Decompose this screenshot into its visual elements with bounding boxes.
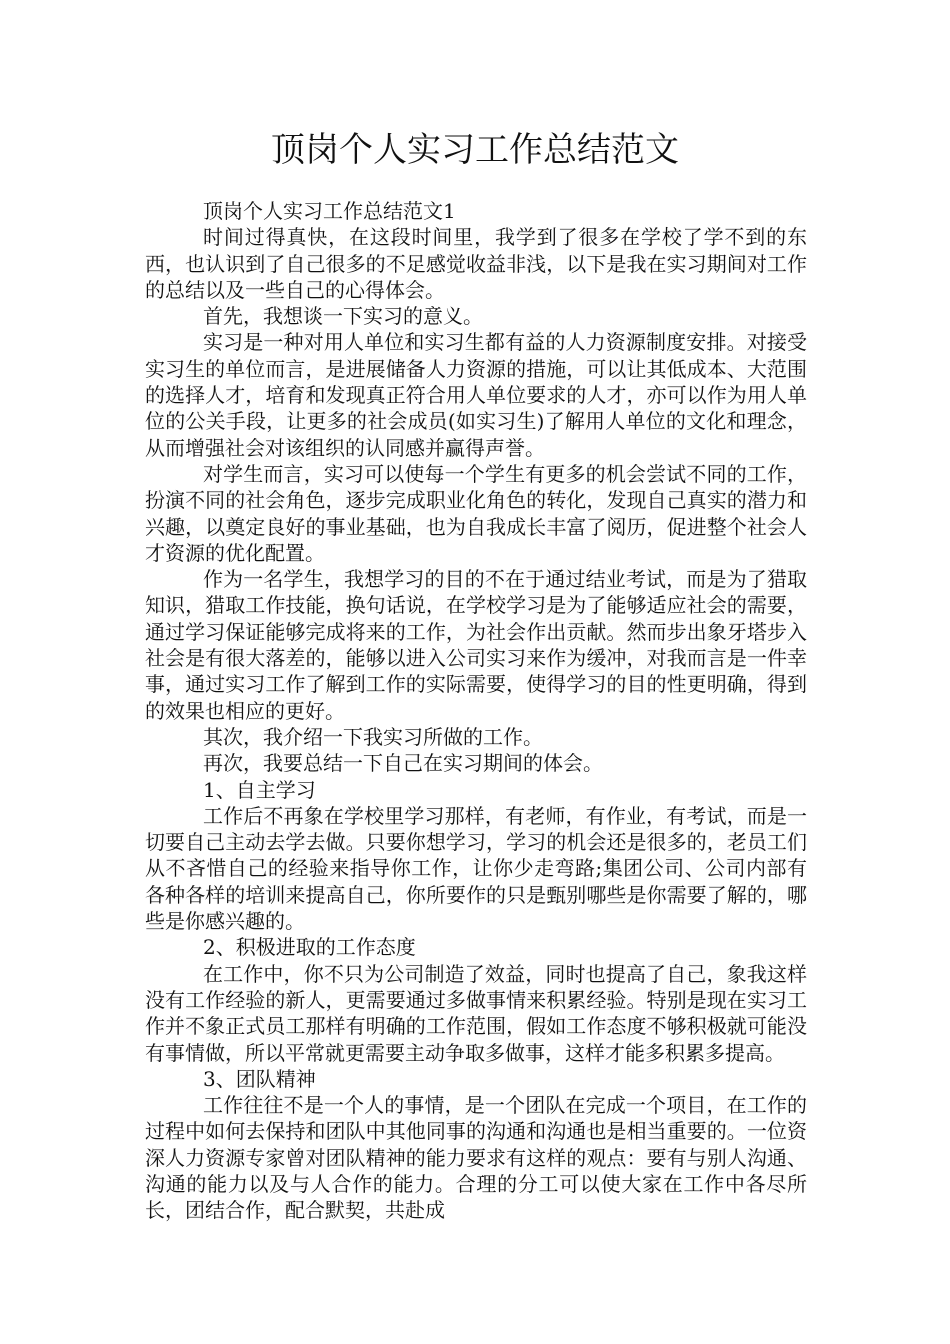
document-title: 顶岗个人实习工作总结范文	[271, 130, 679, 170]
heading-team-spirit: 3、团队精神	[203, 1066, 316, 1091]
heading-work-attitude: 2、积极进取的工作态度	[203, 935, 416, 960]
paragraph-work-attitude: 在工作中，你不只为公司制造了效益，同时也提高了自己，象我这样没有工作经验的新人，更需要通过多做事情来积累经验。特别是现在实习工作并不象正式员工那样有明确的工作范围，假如工作态度不够积极就可能没有事情做，所以平常就更需要主动争取多做事，这样才能多积累多提高。	[145, 961, 807, 1065]
paragraph-second-point: 其次，我介绍一下我实习所做的工作。	[203, 724, 543, 749]
heading-self-learning: 1、自主学习	[203, 777, 316, 802]
paragraph-student-view: 对学生而言，实习可以使每一个学生有更多的机会尝试不同的工作，扮演不同的社会角色，逐步完成职业化角色的转化，发现自己真实的潜力和兴趣，以奠定良好的事业基础，也为自我成长丰富了阅历，促进整个社会人才资源的优化配置。	[145, 461, 807, 565]
paragraph-team-spirit: 工作往往不是一个人的事情，是一个团队在完成一个项目，在工作的过程中如何去保持和团队中其他同事的沟通和沟通也是相当重要的。一位资深人力资源专家曾对团队精神的能力要求有这样的观点：要有与别人沟通、沟通的能力以及与人合作的能力。合理的分工可以使大家在工作中各尽所长，团结合作，配合默契，共赴成	[145, 1093, 807, 1223]
paragraph-third-point: 再次，我要总结一下自己在实习期间的体会。	[203, 751, 603, 776]
document-body	[145, 198, 807, 1224]
paragraph-learning-purpose: 作为一名学生，我想学习的目的不在于通过结业考试，而是为了猎取知识，猎取工作技能，换句话说，在学校学习是为了能够适应社会的需要，通过学习保证能够完成将来的工作，为社会作出贡献。然而步出象牙塔步入社会是有很大落差的，能够以进入公司实习来作为缓冲，对我而言是一件幸事，通过实习工作了解到工作的实际需要，使得学习的目的性更明确，得到的效果也相应的更好。	[145, 567, 807, 723]
paragraph-subtitle: 顶岗个人实习工作总结范文1	[203, 199, 456, 223]
paragraph-self-learning: 工作后不再象在学校里学习那样，有老师，有作业，有考试，而是一切要自己主动去学去做。只要你想学习，学习的机会还是很多的，老员工们从不吝惜自己的经验来指导你工作，让你少走弯路;集团公司、公司内部有各种各样的培训来提高自己，你所要作的只是甄别哪些是你需要了解的，哪些是你感兴趣的。	[145, 803, 807, 934]
paragraph-intro: 时间过得真快，在这段时间里，我学到了很多在学校了学不到的东西，也认识到了自己很多的不足感觉收益非浅，以下是我在实习期间对工作的总结以及一些自己的心得体会。	[145, 225, 807, 302]
paragraph-internship-meaning: 实习是一种对用人单位和实习生都有益的人力资源制度安排。对接受实习生的单位而言，是进展储备人力资源的措施，可以让其低成本、大范围的选择人才，培育和发现真正符合用人单位要求的人才，亦可以作为用人单位的公关手段，让更多的社会成员(如实习生)了解用人单位的文化和理念，从而增强社会对该组织的认同感并赢得声誉。	[145, 330, 807, 460]
paragraph-first-point: 首先，我想谈一下实习的意义。	[203, 304, 483, 329]
